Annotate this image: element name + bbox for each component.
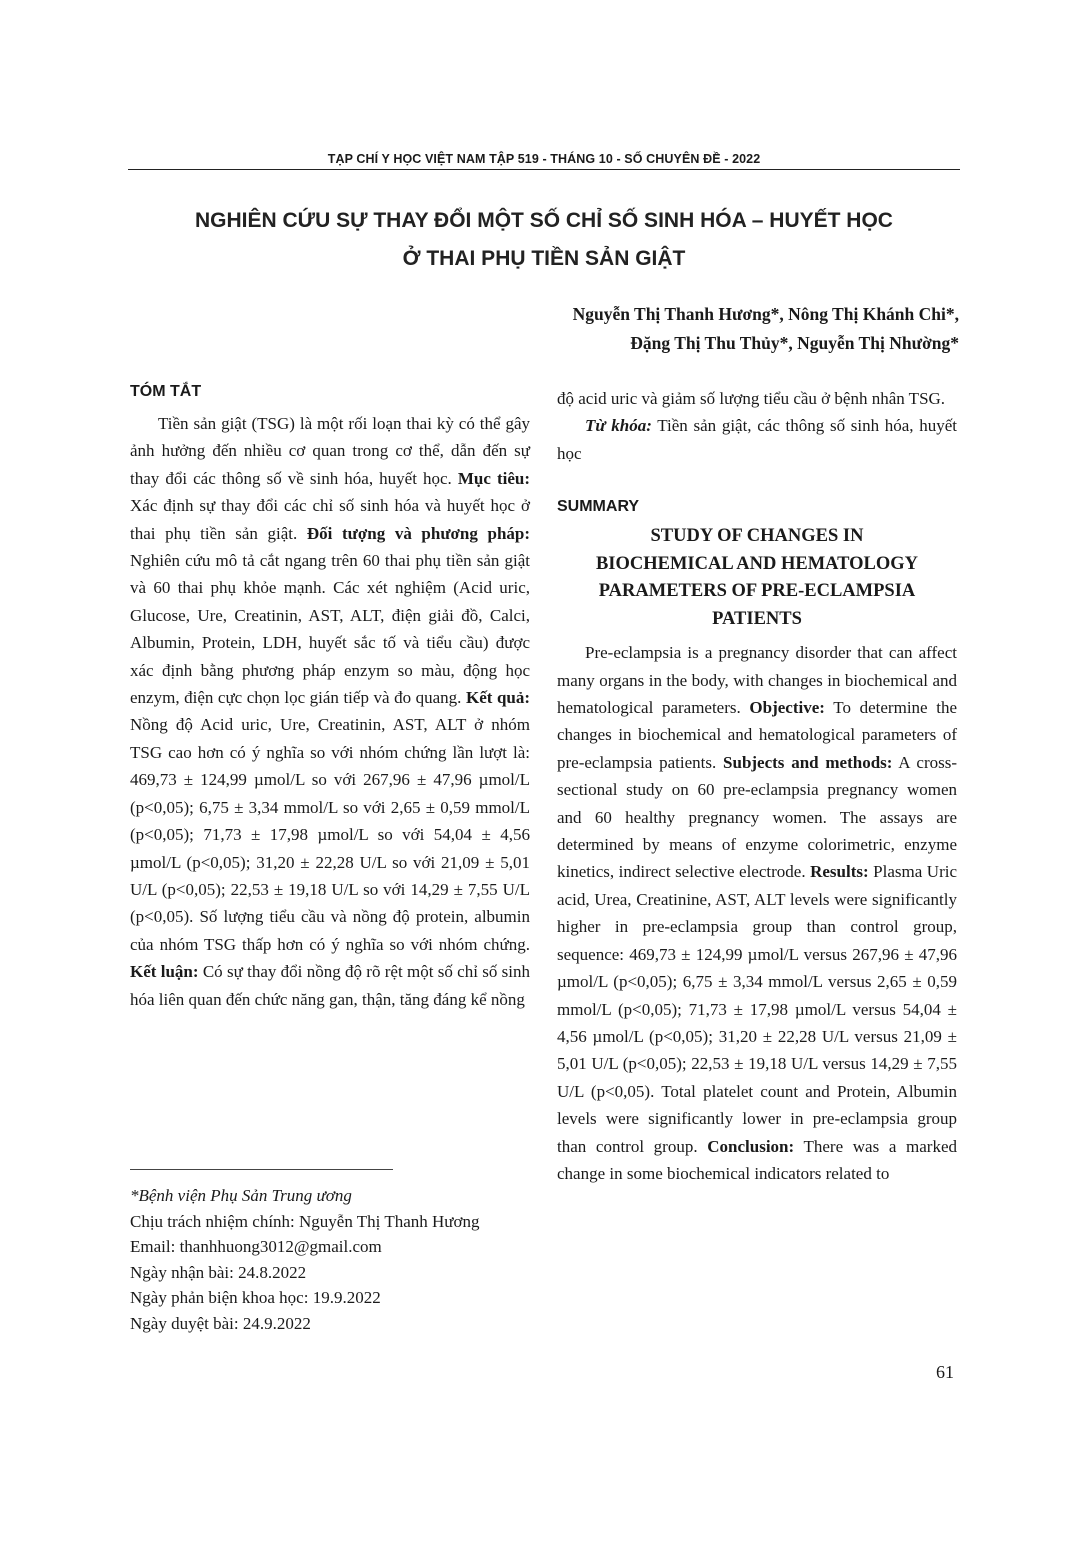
abstract-vi-objective: Xác định sự thay đổi các chỉ số sinh hóa và huyết học ở thai phụ tiền sản giật. bbox=[130, 496, 530, 543]
summary-title-line-4: PATIENTS bbox=[712, 608, 802, 629]
summary-conclusion-label: Conclusion: bbox=[707, 1136, 795, 1156]
keywords-text: Tiền sản giật, các thông số sinh hóa, huyết học bbox=[557, 416, 957, 463]
summary-methods: A cross-sectional study on 60 pre-eclampsia pregnancy women and 60 healthy pregnancy women. The assays are determined by means of enzyme colorimetric, enzyme kinetics, indirect selective electrode. bbox=[557, 752, 958, 882]
abstract-vi-conclusion-continued: độ acid uric và giảm số lượng tiểu cầu ở bệnh nhân TSG. bbox=[557, 389, 946, 408]
summary-title bbox=[557, 523, 957, 633]
abstract-vi-results: Nồng độ Acid uric, Ure, Creatinin, AST, ALT ở nhóm TSG cao hơn có ý nghĩa so với nhóm chứng lần lượt là: 469,73 ± 124,99 µmol/L so với 267,96 ± 47,96 µmol/L (p<0,05); 6,75 ± 3,34 mmol/L so với 2,65 ± 0,59 mmol/L (p<0,05); 71,73 ± 17,98 µmol/L so với 54,04 ± 4,56 µmol/L (p<0,05); 31,20 ± 22,28 U/L so với 21,09 ± 5,01 U/L (p<0,05); 22,53 ± 19,18 U/L so với 14,29 ± 7,55 U/L (p<0,05). Số lượng tiểu cầu và nồng độ protein, albumin của nhóm TSG thấp hơn có ý nghĩa so với nhóm chứng. bbox=[130, 715, 530, 954]
abstract-vi-results-label: Kết quả: bbox=[465, 688, 531, 708]
footnote-affiliation: *Bệnh viện Phụ Sản Trung ương bbox=[130, 1186, 352, 1205]
author-list bbox=[573, 300, 959, 358]
footnotes bbox=[130, 1183, 550, 1336]
summary-title-line-1: STUDY OF CHANGES IN bbox=[650, 526, 864, 547]
summary-title-line-2: BIOCHEMICAL AND HEMATOLOGY bbox=[595, 553, 919, 574]
abstract-vi-heading: TÓM TẮT bbox=[130, 383, 202, 400]
keywords-paragraph bbox=[557, 412, 957, 467]
journal-running-header: TẠP CHÍ Y HỌC VIỆT NAM TẬP 519 - THÁNG 10 - SỐ CHUYÊN ĐỀ - 2022 bbox=[327, 152, 761, 166]
keywords-label: Từ khóa: bbox=[585, 416, 652, 436]
title-line-2: Ở THAI PHỤ TIỀN SẢN GIẬT bbox=[402, 247, 686, 270]
header-divider bbox=[128, 169, 960, 170]
summary-title-line-3: PARAMETERS OF PRE-ECLAMPSIA bbox=[598, 581, 916, 602]
footnote-responsible: Chịu trách nhiệm chính: Nguyễn Thị Thanh Hương bbox=[130, 1211, 480, 1231]
footnote-received: Ngày nhận bài: 24.8.2022 bbox=[130, 1262, 307, 1282]
authors-line-1: Nguyễn Thị Thanh Hương*, Nông Thị Khánh Chi*, bbox=[572, 304, 959, 324]
footnote-reviewed: Ngày phản biện khoa học: 19.9.2022 bbox=[130, 1288, 381, 1307]
page-number: 61 bbox=[936, 1362, 954, 1382]
article-title bbox=[128, 202, 960, 278]
footnote-divider bbox=[130, 1169, 393, 1170]
left-column bbox=[130, 380, 530, 1013]
title-line-1: NGHIÊN CỨU SỰ THAY ĐỔI MỘT SỐ CHỈ SỐ SINH HÓA – HUYẾT HỌC bbox=[195, 209, 893, 232]
summary-paragraph bbox=[557, 639, 957, 1187]
abstract-vi-paragraph bbox=[130, 410, 530, 1013]
abstract-vi-conclusion-label: Kết luận: bbox=[130, 962, 199, 982]
summary-heading: SUMMARY bbox=[557, 498, 640, 516]
summary-conclusion: There was a marked change in some biochemical indicators related to bbox=[557, 1136, 957, 1183]
footnote-accepted: Ngày duyệt bài: 24.9.2022 bbox=[130, 1313, 311, 1333]
authors-line-2: Đặng Thị Thu Thủy*, Nguyễn Thị Nhường* bbox=[630, 333, 959, 353]
right-column bbox=[557, 385, 957, 1187]
abstract-vi-objective-label: Mục tiêu: bbox=[457, 468, 530, 488]
summary-intro: Pre-eclampsia is a pregnancy disorder that can affect many organs in the body, with changes in biochemical and hematological parameters. bbox=[557, 643, 957, 718]
abstract-vi-intro: Tiền sản giật (TSG) là một rối loạn thai kỳ có thể gây ảnh hưởng đến nhiều cơ quan trong cơ thể, dẫn đến sự thay đổi các thông số về sinh hóa, huyết học. bbox=[130, 414, 530, 488]
abstract-vi-methods: Nghiên cứu mô tả cắt ngang trên 60 thai phụ tiền sản giật và 60 thai phụ khỏe mạnh. Các xét nghiệm (Acid uric, Glucose, Ure, Creatinin, AST, ALT, điện giải đồ, Calci, Albumin, Protein, LDH, huyết sắc tố và tiểu cầu) được xác định bằng phương pháp enzym so màu, động học enzym, điện cực chọn lọc gián tiếp và đo quang. bbox=[130, 551, 530, 708]
summary-results: Plasma Uric acid, Urea, Creatinine, AST, ALT levels were significantly higher in pre-eclampsia group than control group, sequence: 469,73 ± 124,99 µmol/L versus 267,96 ± 47,96 µmol/L (p<0,05); 6,75 ± 3,34 mmol/L versus 2,65 ± 0,59 mmol/L (p<0,05); 71,73 ± 17,98 µmol/L versus 54,04 ± 4,56 µmol/L (p<0,05); 31,20 ± 22,28 U/L versus 21,09 ± 5,01 U/L (p<0,05); 22,53 ± 19,18 U/L versus 14,29 ± 7,55 U/L (p<0,05). Total platelet count and Protein, Albumin levels were significantly lower in pre-eclampsia group than control group. bbox=[557, 862, 957, 1156]
abstract-vi-methods-label: Đối tượng và phương pháp: bbox=[306, 523, 531, 543]
summary-objective-label: Objective: bbox=[749, 698, 825, 718]
summary-methods-label: Subjects and methods: bbox=[723, 752, 893, 772]
summary-objective: To determine the changes in biochemical and hematological parameters of pre-eclampsia patients. bbox=[557, 698, 957, 772]
footnote-email: Email: thanhhuong3012@gmail.com bbox=[130, 1237, 382, 1256]
abstract-vi-conclusion-part1: Có sự thay đổi nồng độ rõ rệt một số chỉ số sinh hóa liên quan đến chức năng gan, thận, tăng đáng kể nồng bbox=[130, 962, 530, 1009]
summary-results-label: Results: bbox=[810, 862, 869, 882]
